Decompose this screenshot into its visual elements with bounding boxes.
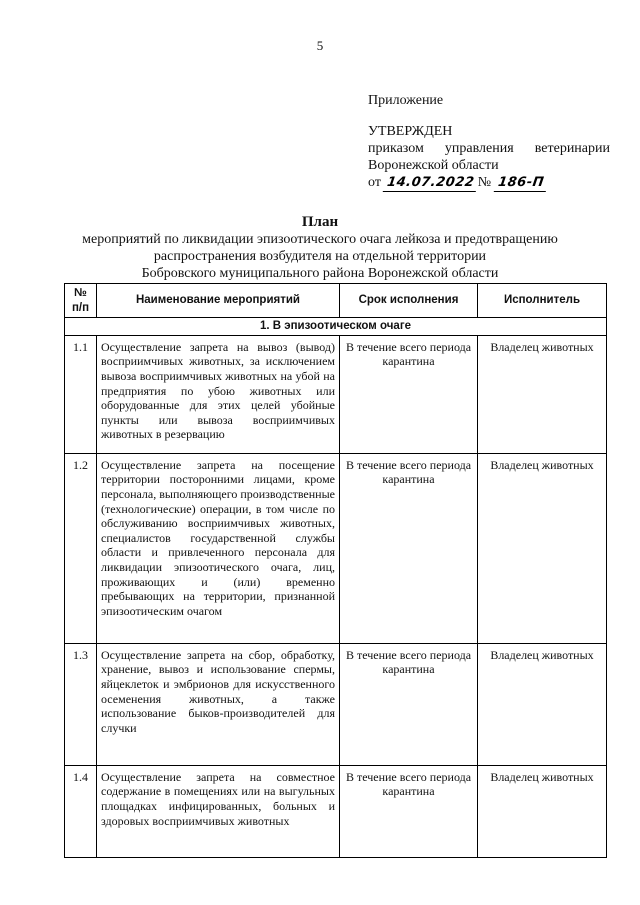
measures-table (64, 283, 607, 858)
row-measure: Осуществление запрета на совместное содержание в помещениях или на выгульных площадках инфицированных, больных и здоровых восприимчивых животных (97, 765, 340, 857)
region-line: Воронежской области (368, 158, 499, 173)
page-number: 5 (316, 38, 324, 53)
approved-label: УТВЕРЖДЕН (368, 124, 453, 139)
row-measure: Осуществление запрета на вывоз (вывод) восприимчивых животных, за исключением вывоза восприимчивых животных на убой на предприятия по убою животных или оборудованные для этих целей убойные пункты или вывоза восприимчивых животных в резервацию (97, 335, 340, 453)
document-title (40, 214, 600, 282)
date-prefix: от (368, 175, 381, 190)
number-prefix: № (477, 175, 492, 190)
order-date-line (368, 174, 610, 192)
title-line-2: распространения возбудителя на отдельной территории (153, 249, 487, 264)
row-num: 1.2 (65, 453, 97, 643)
header-term: Срок исполнения (340, 284, 478, 318)
row-executor: Владелец животных (478, 335, 607, 453)
row-term: В течение всего периода карантина (340, 453, 478, 643)
table-row (65, 765, 607, 857)
row-term: В течение всего периода карантина (340, 643, 478, 765)
section-row (65, 318, 607, 336)
order-line: приказом управления ветеринарии (368, 141, 610, 156)
header-name: Наименование мероприятий (97, 284, 340, 318)
row-measure: Осуществление запрета на сбор, обработку, хранение, вывоз и использование спермы, яйцеклеток и эмбрионов для искусственного осеменения животных, а также использование быков-производителей для случки (97, 643, 340, 765)
row-num: 1.1 (65, 335, 97, 453)
title-heading: План (301, 214, 339, 230)
attachment-label: Приложение (368, 93, 444, 108)
row-executor: Владелец животных (478, 453, 607, 643)
row-executor: Владелец животных (478, 643, 607, 765)
title-line-1: мероприятий по ликвидации эпизоотического очага лейкоза и предотвращению (82, 232, 558, 247)
row-term: В течение всего периода карантина (340, 765, 478, 857)
handwritten-order-number: 186-П (493, 174, 547, 192)
section-title: 1. В эпизоотическом очаге (65, 318, 607, 336)
table-header-row (65, 284, 607, 318)
row-num: 1.4 (65, 765, 97, 857)
approval-block (368, 92, 610, 192)
title-line-3: Бобровского муниципального района Воронежской области (141, 266, 499, 281)
table-row (65, 453, 607, 643)
table-row (65, 643, 607, 765)
row-term: В течение всего периода карантина (340, 335, 478, 453)
header-executor: Исполнитель (478, 284, 607, 318)
table-row (65, 335, 607, 453)
handwritten-date: 14.07.2022 (383, 174, 479, 192)
row-executor: Владелец животных (478, 765, 607, 857)
row-measure: Осуществление запрета на посещение территории посторонними лицами, кроме персонала, выполняющего производственные (технологические) операции, в том числе по обслуживанию восприимчивых животных, специалистов государственной службы области и привлеченного персонала для ликвидации эпизоотического очага, лиц, проживающих и (или) временно пребывающих на территории, признанной эпизоотическим очагом (97, 453, 340, 643)
header-num: № п/п (65, 284, 97, 318)
row-num: 1.3 (65, 643, 97, 765)
